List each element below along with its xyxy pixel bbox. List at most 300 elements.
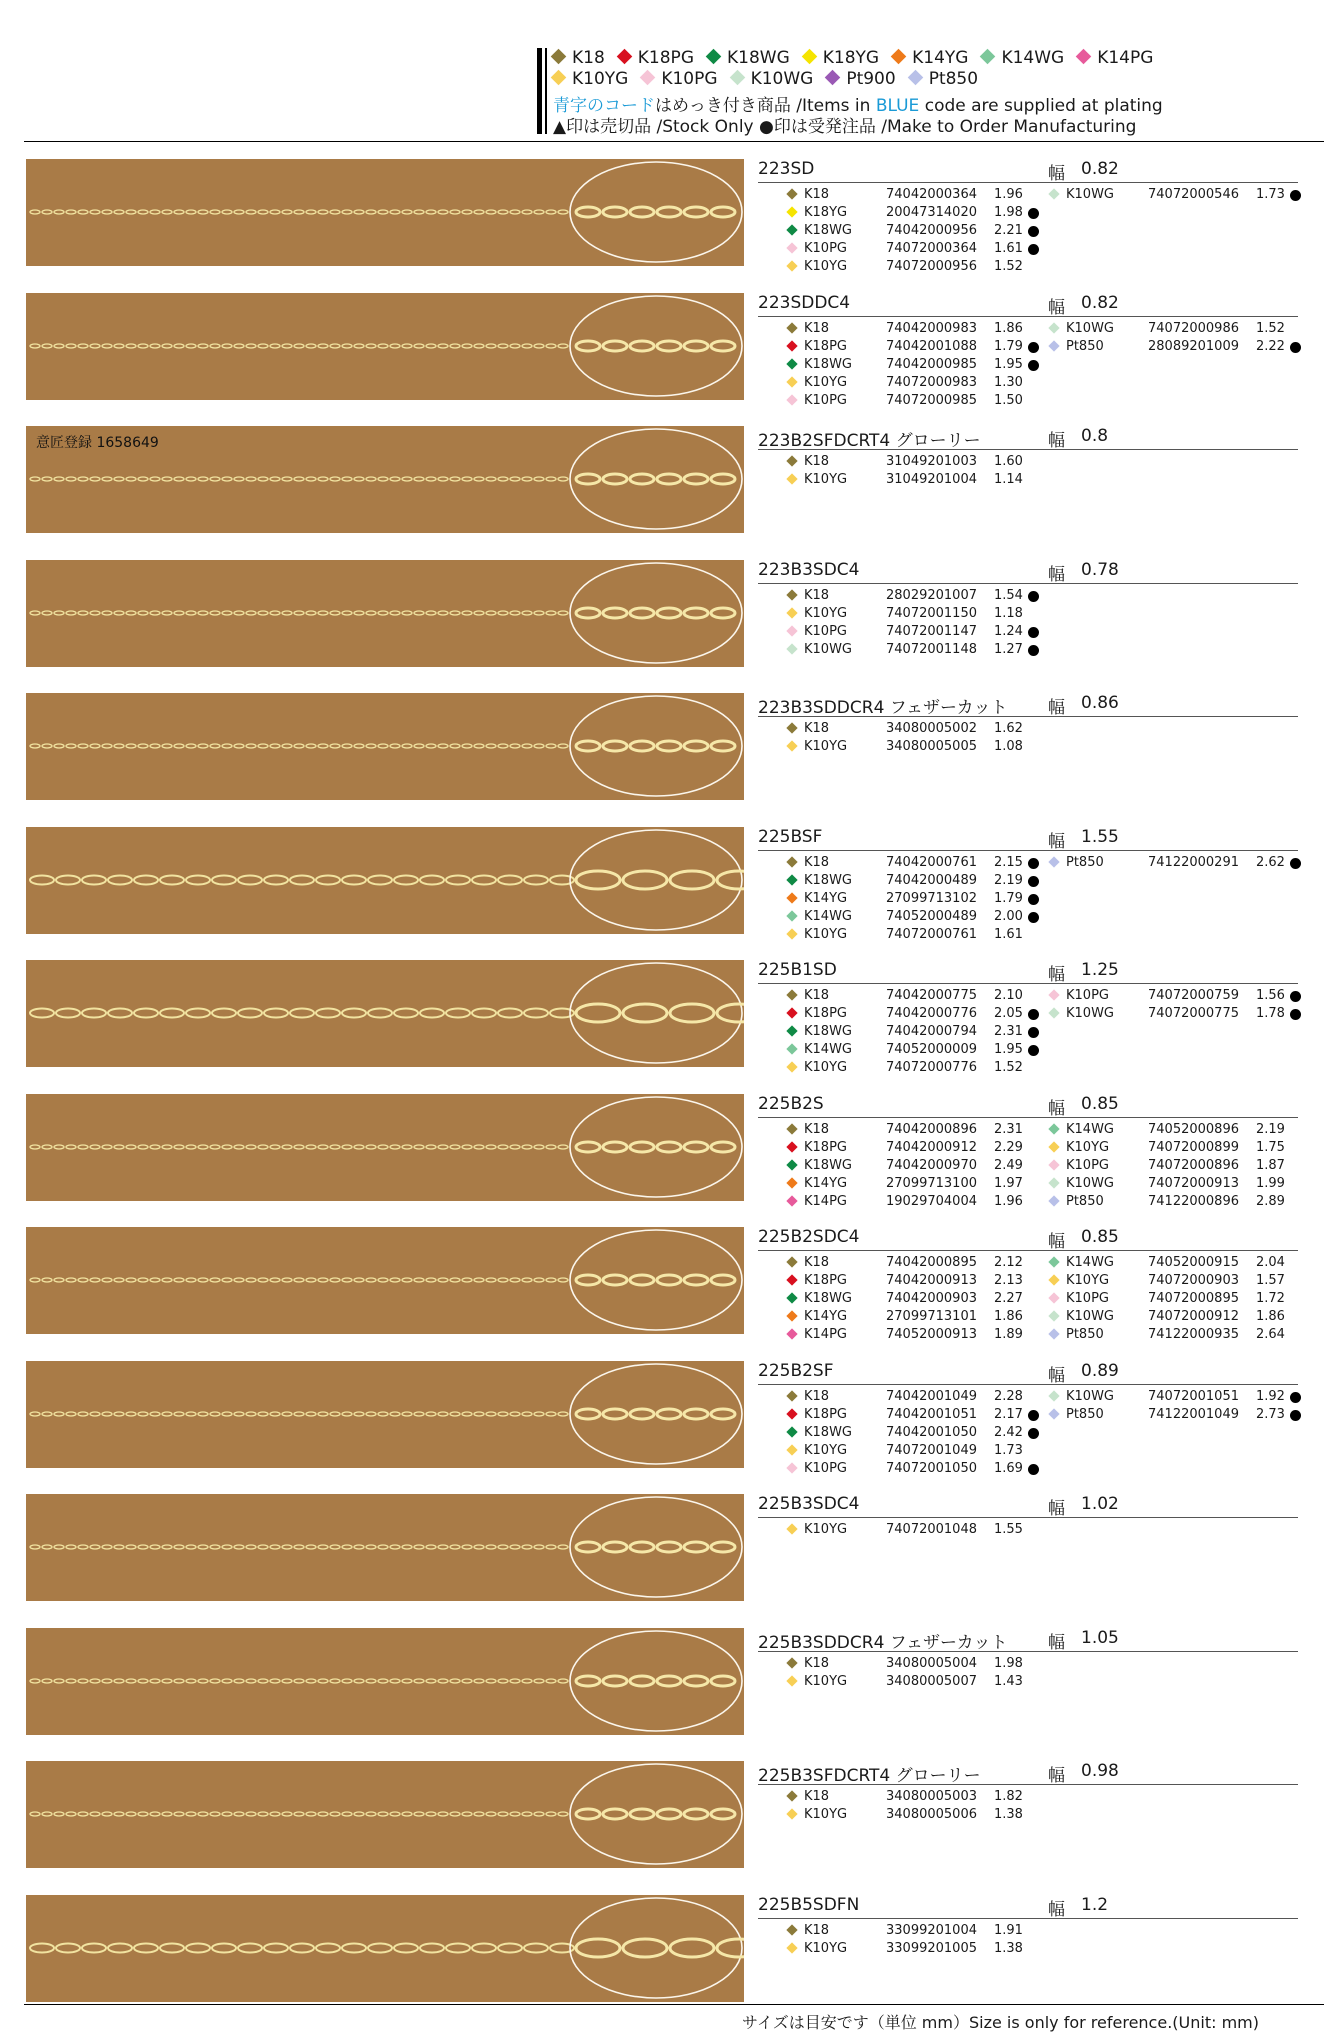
made-to-order-dot-icon (1028, 342, 1039, 353)
chain-link (30, 1278, 40, 1282)
chain-link (558, 344, 568, 348)
chain-link (66, 1545, 76, 1549)
chain-link (342, 344, 352, 348)
chain-link (246, 477, 256, 481)
chain-info (758, 1894, 1298, 1956)
chain-link (498, 1679, 508, 1683)
diamond-icon (1048, 188, 1059, 199)
chain-link (150, 1545, 160, 1549)
chain-link (210, 210, 220, 214)
chain-link (264, 875, 288, 884)
chain-item (0, 693, 1331, 826)
chain-link (126, 1679, 136, 1683)
chain-link (264, 1009, 288, 1018)
chain-link (498, 875, 522, 884)
chain-link-zoom (684, 608, 708, 618)
chain-link (186, 1679, 196, 1683)
weight-value: 2.05 (994, 1006, 1023, 1021)
chain-link (426, 744, 436, 748)
product-code: 74072000759 (1148, 988, 1239, 1003)
chain-link (54, 1545, 64, 1549)
weight-value: 2.31 (994, 1024, 1023, 1039)
width-label: 幅 (1048, 297, 1065, 318)
legend-item-k10wg (732, 69, 814, 89)
blue-code-label: 青字のコード (553, 96, 655, 116)
chain-link (474, 344, 484, 348)
chain-link (522, 344, 532, 348)
made-to-order-dot-icon (1028, 1428, 1039, 1439)
chain-link (282, 477, 292, 481)
chain-link (342, 611, 352, 615)
chain-link (510, 1545, 520, 1549)
diamond-icon (1048, 1328, 1059, 1339)
chain-link (126, 611, 136, 615)
chain-link-zoom (576, 1676, 600, 1686)
chain-link (210, 611, 220, 615)
chain-link (258, 1412, 268, 1416)
chain-link (138, 1679, 148, 1683)
alloy-name: K18WG (804, 223, 852, 238)
chain-link (306, 1679, 316, 1683)
weight-value: 1.43 (994, 1673, 1023, 1689)
design-registration: 意匠登録 1658649 (36, 435, 159, 451)
chain-link (402, 1412, 412, 1416)
chain-link (316, 875, 340, 884)
chain-name: 223B2SFDCRT4 グローリー (758, 431, 981, 451)
chain-link (138, 1812, 148, 1816)
chain-link-zoom (670, 871, 714, 889)
chain-link (354, 344, 364, 348)
made-to-order-dot-icon (1290, 1009, 1301, 1020)
chain-link (522, 1812, 532, 1816)
chain-link (366, 1145, 376, 1149)
chain-link-zoom (711, 207, 735, 217)
chain-link-zoom (657, 608, 681, 618)
chain-link (54, 1679, 64, 1683)
chain-link (114, 1812, 124, 1816)
chain-link (486, 744, 496, 748)
chain-link (558, 1812, 568, 1816)
alloy-name: K18 (804, 187, 830, 202)
alloy-name: K14YG (804, 1175, 848, 1191)
made-to-order-dot-icon (1028, 1009, 1039, 1020)
chain-link (238, 875, 262, 884)
chain-item (0, 1361, 1331, 1494)
chain-link (186, 344, 196, 348)
chain-link (198, 477, 208, 481)
chain-link (534, 1812, 544, 1816)
diamond-icon (786, 928, 797, 939)
alloy-name: K14PG (804, 1327, 847, 1342)
chain-link (450, 1412, 460, 1416)
chain-link (474, 744, 484, 748)
made-to-order-dot-icon (1028, 591, 1039, 602)
chain-link (30, 210, 40, 214)
chain-link (402, 1278, 412, 1282)
product-code: 74042000956 (886, 223, 977, 238)
chain-link (510, 1278, 520, 1282)
chain-link (486, 1145, 496, 1149)
alloy-name: K10WG (804, 641, 852, 657)
chain-link-zoom (603, 608, 627, 618)
chain-link-zoom (711, 1409, 735, 1419)
chain-link (210, 1278, 220, 1282)
chain-link (474, 1545, 484, 1549)
chain-link (426, 1145, 436, 1149)
chain-link (90, 744, 100, 748)
chain-link (162, 1812, 172, 1816)
chain-link (378, 1412, 388, 1416)
chain-link (186, 1812, 196, 1816)
chain-link (90, 1278, 100, 1282)
weight-value: 1.73 (994, 1442, 1023, 1458)
chain-link (472, 1943, 496, 1952)
chain-name: 225B5SDFN (758, 1894, 860, 1915)
weight-value: 1.86 (994, 320, 1023, 336)
product-code: 34080005002 (886, 721, 977, 736)
diamond-icon (825, 70, 841, 86)
chain-link (462, 1278, 472, 1282)
chain-link (330, 744, 340, 748)
chain-link (342, 1145, 352, 1149)
chain-info (758, 826, 1298, 942)
diamond-icon (801, 49, 817, 65)
weight-value: 1.61 (994, 241, 1023, 256)
diamond-icon (786, 340, 797, 351)
chain-link (366, 344, 376, 348)
diamond-icon (1048, 989, 1059, 1000)
chain-link (330, 477, 340, 481)
chain-link (210, 1412, 220, 1416)
diamond-icon (786, 224, 797, 235)
chain-link-zoom (630, 608, 654, 618)
made-to-order-dot-icon (1290, 991, 1301, 1002)
product-code: 74042000896 (886, 1121, 977, 1137)
chain-link (450, 1679, 460, 1683)
product-code: 28089201009 (1148, 338, 1239, 354)
chain-link (342, 1412, 352, 1416)
diamond-icon (786, 394, 797, 405)
chain-link (462, 1145, 472, 1149)
alloy-name: K10YG (804, 1060, 848, 1075)
alloy-name: K10PG (1066, 1157, 1109, 1173)
chain-link (282, 1679, 292, 1683)
diamond-icon (786, 1007, 797, 1018)
chain-link (306, 1812, 316, 1816)
chain-link (234, 477, 244, 481)
chain-info (758, 1761, 1298, 1822)
chain-link (114, 344, 124, 348)
chain-link (102, 611, 112, 615)
chain-link (198, 210, 208, 214)
made-to-order-dot-icon (1028, 360, 1039, 371)
diamond-icon (551, 49, 567, 65)
weight-value: 1.14 (994, 472, 1023, 487)
weight-value: 1.30 (994, 374, 1023, 390)
chain-link (534, 344, 544, 348)
chain-link (54, 744, 64, 748)
alloy-name: K18WG (804, 872, 852, 888)
chain-link (30, 477, 40, 481)
chain-link (498, 210, 508, 214)
chain-header (758, 1494, 1298, 1518)
chain-link (114, 1278, 124, 1282)
legend-label: K14PG (1097, 48, 1154, 68)
chain-link-zoom (711, 341, 735, 351)
chain-link (270, 611, 280, 615)
chain-link (186, 477, 196, 481)
product-code: 74072001049 (886, 1442, 977, 1458)
chain-link (270, 1679, 280, 1683)
chain-link (318, 1812, 328, 1816)
made-to-order-dot-icon (1028, 1464, 1039, 1475)
product-code: 74072001147 (886, 623, 977, 639)
weight-value: 1.78 (1256, 1006, 1285, 1021)
chain-link (198, 744, 208, 748)
diamond-icon (786, 1025, 797, 1036)
chain-link (498, 1812, 508, 1816)
chain-link-zoom (576, 341, 600, 351)
chain-item (0, 1094, 1331, 1227)
chain-link (306, 611, 316, 615)
chain-link (522, 1412, 532, 1416)
chain-name: 223B3SDDCR4 フェザーカット (758, 698, 1008, 718)
chain-link (210, 1812, 220, 1816)
chain-link (246, 210, 256, 214)
diamond-icon (786, 989, 797, 1000)
chain-link (82, 1009, 106, 1018)
made-to-order-dot-icon (1290, 1392, 1301, 1403)
chain-link (420, 1943, 444, 1952)
chain-link (426, 1679, 436, 1683)
chain-link (472, 875, 496, 884)
chain-link (498, 611, 508, 615)
chain-link-zoom (603, 341, 627, 351)
chain-link (414, 611, 424, 615)
width-label: 幅 (1048, 965, 1065, 985)
chain-info (758, 292, 1298, 408)
chain-link-zoom (684, 1676, 708, 1686)
product-code: 74072001148 (886, 641, 977, 657)
product-code: 74052000915 (1148, 1255, 1239, 1270)
chain-link (414, 1679, 424, 1683)
diamond-icon (786, 625, 797, 636)
chain-link (258, 744, 268, 748)
chain-link (498, 1545, 508, 1549)
chain-header (758, 693, 1298, 717)
chain-info (758, 559, 1298, 657)
chain-link (138, 210, 148, 214)
chain-photo (26, 1761, 744, 1868)
chain-link (30, 744, 40, 748)
chain-link (54, 1278, 64, 1282)
legend-item-k14wg (982, 48, 1064, 68)
made-to-order-dot-icon (1028, 627, 1039, 638)
chain-link (30, 1943, 54, 1952)
product-code: 74072001051 (1148, 1388, 1239, 1404)
chain-link-zoom (623, 1004, 667, 1022)
chain-link (368, 875, 392, 884)
chain-link (378, 1145, 388, 1149)
chain-link (210, 344, 220, 348)
chain-link-zoom (657, 341, 681, 351)
chain-link (54, 210, 64, 214)
chain-link (330, 1412, 340, 1416)
width-label: 幅 (1048, 564, 1065, 585)
alloy-name: Pt850 (1066, 854, 1104, 870)
chain-link (198, 1812, 208, 1816)
chain-link (222, 744, 232, 748)
diamond-icon (786, 1924, 797, 1935)
chain-photo (26, 1895, 744, 2002)
diamond-icon (786, 1292, 797, 1303)
chain-link (342, 744, 352, 748)
alloy-name: Pt850 (1066, 1327, 1104, 1342)
chain-link (524, 1009, 548, 1018)
chain-link (246, 744, 256, 748)
weight-value: 1.86 (1256, 1309, 1285, 1324)
width-label: 幅 (1048, 1098, 1065, 1119)
chain-link (282, 210, 292, 214)
alloy-name: K10YG (804, 1940, 848, 1956)
chain-link (366, 477, 376, 481)
chain-info (758, 1360, 1298, 1476)
diamond-icon (786, 607, 797, 618)
chain-link (56, 1943, 80, 1952)
chain-link (390, 1679, 400, 1683)
chain-link (234, 744, 244, 748)
chain-link (90, 1679, 100, 1683)
chain-link (54, 1812, 64, 1816)
alloy-name: K14YG (804, 890, 848, 906)
diamond-icon (786, 1159, 797, 1170)
chain-link (546, 344, 556, 348)
alloy-name: Pt850 (1066, 1193, 1104, 1209)
chain-link (438, 1679, 448, 1683)
chain-link (342, 1278, 352, 1282)
chain-link (510, 1812, 520, 1816)
chain-link-zoom (657, 1809, 681, 1819)
chain-link-zoom (657, 1409, 681, 1419)
diamond-icon (1076, 49, 1092, 65)
chain-link (318, 611, 328, 615)
chain-link (498, 1943, 522, 1952)
chain-link (198, 1278, 208, 1282)
chain-item (0, 293, 1331, 426)
alloy-name: K10PG (1066, 988, 1109, 1003)
alloy-name: K10PG (804, 1460, 847, 1476)
chain-photo (26, 159, 744, 266)
chain-link (186, 210, 196, 214)
chain-link (126, 210, 136, 214)
chain-link (294, 210, 304, 214)
chain-link (150, 1812, 160, 1816)
chain-link (198, 1145, 208, 1149)
chain-link (390, 1412, 400, 1416)
alloy-name: K14WG (804, 908, 852, 924)
chain-link (212, 1943, 236, 1952)
product-code: 74072001048 (886, 1522, 977, 1537)
alloy-name: K10YG (804, 1807, 848, 1822)
width-value: 0.85 (1081, 1093, 1119, 1114)
chain-link (138, 611, 148, 615)
legend-item-k18wg (708, 48, 790, 68)
chain-link (54, 344, 64, 348)
chain-link (378, 1812, 388, 1816)
alloy-name: K18 (804, 721, 830, 736)
chain-link (90, 1145, 100, 1149)
weight-value: 2.73 (1256, 1406, 1285, 1422)
chain-link (78, 1412, 88, 1416)
chain-link (290, 875, 314, 884)
width-value: 0.89 (1081, 1360, 1119, 1381)
weight-value: 2.62 (1256, 854, 1285, 870)
chain-link (30, 1009, 54, 1018)
diamond-icon (551, 70, 567, 86)
chain-link (282, 1145, 292, 1149)
chain-link (342, 875, 366, 884)
chain-link-zoom (603, 1142, 627, 1152)
chain-link (486, 1412, 496, 1416)
chain-link (390, 1812, 400, 1816)
weight-value: 2.89 (1256, 1193, 1285, 1209)
diamond-icon (980, 49, 996, 65)
made-to-order-dot-icon (1028, 208, 1039, 219)
chain-link (222, 1278, 232, 1282)
chain-link (102, 744, 112, 748)
diamond-icon (786, 856, 797, 867)
diamond-icon (1048, 340, 1059, 351)
chain-link (474, 611, 484, 615)
alloy-name: K10YG (1066, 1139, 1110, 1155)
chain-link (534, 477, 544, 481)
chain-link (138, 1145, 148, 1149)
stock-note: ▲印は売切品 /Stock Only ●印は受発注品 /Make to Order Manufacturing (553, 117, 1137, 137)
chain-link (402, 1679, 412, 1683)
chain-header (758, 960, 1298, 984)
made-to-order-dot-icon (1290, 190, 1301, 201)
product-code: 74122000896 (1148, 1193, 1239, 1209)
chain-info (758, 426, 1298, 487)
alloy-name: K18WG (804, 1424, 852, 1440)
chain-link (446, 875, 470, 884)
chain-link (66, 1278, 76, 1282)
chain-link (270, 744, 280, 748)
alloy-name: K10WG (1066, 1175, 1114, 1191)
chain-link (342, 210, 352, 214)
chain-link (198, 1545, 208, 1549)
chain-link (42, 1412, 52, 1416)
product-code: 28029201007 (886, 587, 977, 603)
diamond-icon (1048, 1274, 1059, 1285)
chain-link (114, 611, 124, 615)
chain-link (270, 210, 280, 214)
chain-link (282, 1278, 292, 1282)
chain-link (114, 1545, 124, 1549)
alloy-name: K18 (804, 1922, 830, 1938)
chain-link (498, 477, 508, 481)
diamond-icon (1048, 1007, 1059, 1018)
product-code: 31049201003 (886, 454, 977, 469)
chain-link (78, 1545, 88, 1549)
chain-link (462, 611, 472, 615)
chain-header (758, 426, 1298, 450)
product-code: 74042000775 (886, 988, 977, 1003)
product-code: 27099713102 (886, 890, 977, 906)
chain-link-zoom (630, 1809, 654, 1819)
width-label: 幅 (1048, 431, 1065, 451)
chain-link (30, 1145, 40, 1149)
